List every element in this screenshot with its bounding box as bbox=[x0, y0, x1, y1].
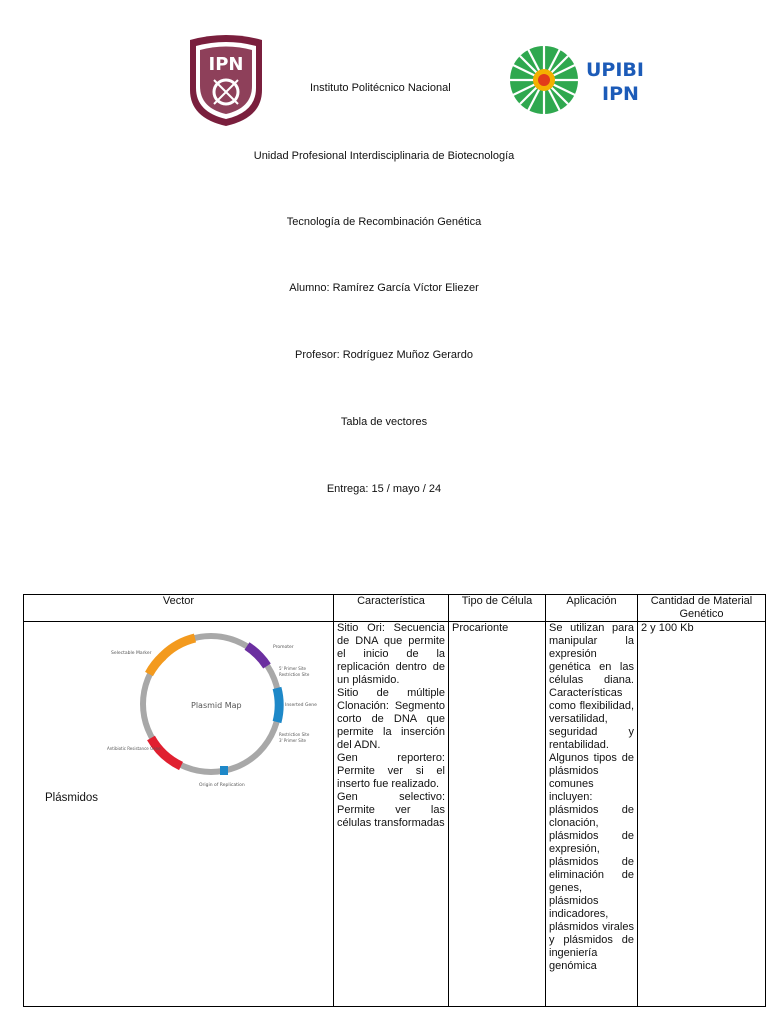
upibi-logo bbox=[506, 40, 642, 132]
plasmid-map-title: Plasmid Map bbox=[191, 701, 242, 710]
cell-tipo-celula: Procarionte bbox=[449, 622, 546, 1007]
ipn-logo bbox=[182, 30, 270, 128]
vector-name: Plásmidos bbox=[45, 792, 99, 804]
caracteristica-item: Sitio de múltiple Clonación: Segmento corto de DNA que permite la inserción del ADN. bbox=[337, 687, 445, 751]
cell-vector bbox=[24, 622, 334, 1007]
student-name: Alumno: Ramírez García Víctor Eliezer bbox=[289, 282, 479, 294]
label-primer-5: 5' Primer Site bbox=[279, 666, 306, 671]
header-caracteristica: Característica bbox=[334, 595, 449, 622]
due-date: Entrega: 15 / mayo / 24 bbox=[326, 483, 442, 495]
label-antibiotic: Antibiotic Resistance Gene bbox=[107, 746, 161, 751]
caracteristica-item: Gen selectivo: Permite ver las células transformadas bbox=[337, 791, 445, 829]
cell-aplicacion: Se utilizan para manipular la expresión genética en las células diana. Características como flexibilidad, versatilidad, seguridad y rentabilidad. Algunos tipos de plásmidos comunes incluyen: plásmidos de clonación, plásmidos de expresión, plásmidos de eliminación de genes, plásmidos indicadores, plásmidos virales y plásmidos de ingeniería genómica bbox=[546, 622, 638, 1007]
cell-caracteristica bbox=[334, 622, 449, 1007]
plasmid-map-figure bbox=[107, 626, 317, 796]
unit-name: Unidad Profesional Interdisciplinaria de Biotecnología bbox=[253, 150, 515, 162]
label-restriction-2: Restriction Site bbox=[279, 732, 310, 737]
table-row bbox=[24, 622, 766, 1007]
header-aplicacion: Aplicación bbox=[546, 595, 638, 622]
upibi-logo-text: UPIBI bbox=[586, 59, 644, 81]
header-vector: Vector bbox=[24, 595, 334, 622]
vectors-table bbox=[23, 594, 766, 1007]
label-inserted-gene: Inserted Gene bbox=[285, 703, 317, 708]
caracteristica-item: Gen reportero: Permite ver si el inserto fue realizado. bbox=[337, 752, 445, 790]
label-promoter: Promoter bbox=[273, 645, 294, 650]
course-name: Tecnología de Recombinación Genética bbox=[286, 216, 482, 228]
table-header-row bbox=[24, 595, 766, 622]
caracteristica-item: Sitio Ori: Secuencia de DNA que permite el inicio de la replicación dentro de un plásmido. bbox=[337, 622, 445, 686]
header-tipo-celula: Tipo de Célula bbox=[449, 595, 546, 622]
label-restriction-1: Restriction Site bbox=[279, 672, 310, 677]
institution-name: Instituto Politécnico Nacional bbox=[310, 82, 451, 94]
label-origin: Origin of Replication bbox=[199, 783, 245, 788]
label-primer-3: 3' Primer Site bbox=[279, 738, 306, 743]
header-cantidad: Cantidad de Material Genético bbox=[638, 595, 766, 622]
document-title: Tabla de vectores bbox=[340, 416, 428, 428]
cell-cantidad: 2 y 100 Kb bbox=[638, 622, 766, 1007]
professor-name: Profesor: Rodríguez Muñoz Gerardo bbox=[295, 349, 473, 361]
label-selectable-marker: Selectable Marker bbox=[111, 651, 152, 656]
ipn-logo-text: IPN bbox=[208, 54, 244, 75]
upibi-logo-ipn-text: IPN bbox=[602, 83, 639, 105]
